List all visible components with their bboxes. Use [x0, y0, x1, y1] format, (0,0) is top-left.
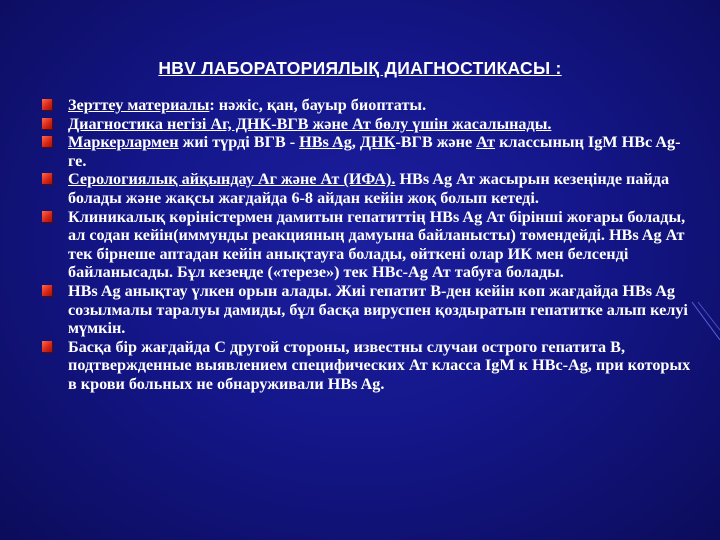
bullet-marker-icon: [42, 285, 52, 296]
slide-title: HBV ЛАБОРАТОРИЯЛЫҚ ДИАГНОСТИКАСЫ :: [158, 58, 562, 78]
bullet-item: Басқа бір жағдайда С другой стороны, известны случаи острого гепатита В, подтвержденные выявлением специфических Ат класса IgM к HBc-Ag, при которых в крови больных не обнаруживали HBs Ag.: [42, 338, 692, 394]
bullet-item: Диагностика негізі Аг, ДНК-ВГВ және Ат бөлу үшін жасалынады.: [42, 115, 692, 134]
bullet-marker-icon: [42, 118, 52, 129]
bullet-list: [42, 96, 692, 394]
bullet-marker-icon: [42, 211, 52, 222]
bullet-marker-icon: [42, 136, 52, 147]
bullet-item: HBs Ag анықтау үлкен орын алады. Жиі гепатит В-ден кейін көп жағдайда HBs Ag созылмалы таралуы дамиды, бұл басқа вируспен қоздыратын гепатитке алып келуі мүмкін.: [42, 282, 692, 338]
bullet-item: Клиникалық көріністермен дамитын гепатиттің HBs Ag Ат бірінші жоғары болады, ал содан кейін(иммунды реакцияның дамуына байланысты) төмендейді. HBs Ag Ат тек бірнеше аптадан кейін анықтауға болады, өйткені олар ИК мен белсенді байланысады. Бұл кезеңде («терезе») тек HBc-Ag Ат табуға болады.: [42, 208, 692, 282]
decorative-lines: [690, 300, 720, 360]
bullet-marker-icon: [42, 99, 52, 110]
bullet-item: Серологиялық айқындау Аг және Ат (ИФА). HBs Ag Ат жасырын кезеңінде пайда болады және жақсы жағдайда 6-8 айдан кейін жоқ болып кетеді.: [42, 170, 692, 207]
bullet-marker-icon: [42, 173, 52, 184]
bullet-item: Маркерлармен жиі түрді ВГВ - HBs Ag, ДНК-ВГВ және Ат классының IgM HBc Ag-ге.: [42, 133, 692, 170]
bullet-item: Зерттеу материалы: нәжіс, қан, бауыр биоптаты.: [42, 96, 692, 115]
bullet-marker-icon: [42, 341, 52, 352]
